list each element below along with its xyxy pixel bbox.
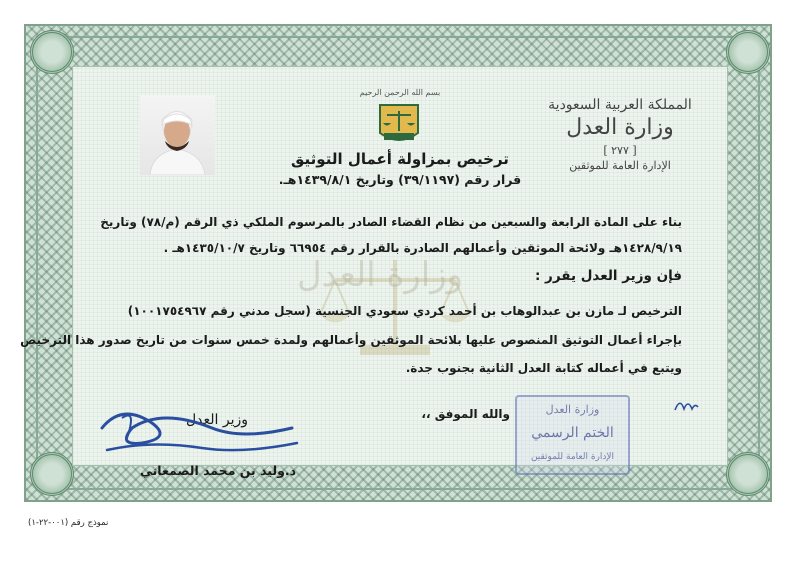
watermark-text: وزارة العدل [296,255,464,295]
corner-ornament [726,452,770,496]
signatory-title: وزير العدل [185,412,249,428]
holder-photo [140,95,215,175]
basis-line-1: بناء على المادة الرابعة والسبعين من نظام القضاء الصادر بالمرسوم الملكي ذي الرقم (م/٧٨) وتاريخ [100,215,682,229]
ministry-header [530,97,710,172]
stamp-top-text: وزارة العدل [545,403,600,416]
country-name: المملكة العربية السعودية [548,97,692,113]
grant-line-2: بإجراء أعمال التوثيق المنصوص عليها بلائحة الموثقين وأعمالهم ولمدة خمس سنوات من تاريخ صدور هذا الترخيص [20,333,682,347]
license-title: ترخيص بمزاولة أعمال التوثيق [291,150,509,168]
corner-ornament [30,30,74,74]
serial-handwriting [672,395,700,415]
ministry-name: وزارة العدل [566,115,674,140]
ministry-emblem-icon [376,103,422,147]
stamp-middle-text: الختم الرسمي [531,425,614,441]
stamp-bottom-text: الإدارة العامة للموثقين [530,452,615,462]
closing-text: والله الموفق ،، [421,407,510,421]
department-name: الإدارة العامة للموثقين [569,159,671,172]
corner-ornament [30,452,74,496]
basis-line-2: ١٤٢٨/٩/١٩هـ ولائحة الموثقين وأعمالهم الصادرة بالقرار رقم ٦٦٩٥٤ وتاريخ ١٤٣٥/١٠/٧هـ . [163,241,682,255]
ministry-number: [ ٢٧٧ ] [603,144,637,157]
handwritten-signature [92,398,312,468]
basmala: بسم الله الرحمن الرحيم [359,88,441,97]
form-number: نموذج رقم (٠٠١-٢٢-١) [28,518,109,528]
signatory-name: د.وليد بن محمد الصمعاني [139,463,297,478]
resolution-heading: فإن وزير العدل يقرر : [534,268,682,284]
official-stamp [515,395,630,475]
decision-number: قرار رقم (٣٩/١١٩٧) وتاريخ ١٤٣٩/٨/١هـ. [278,172,522,187]
grant-line-3: ويتبع في أعماله كتابة العدل الثانية بجنوب جدة. [405,361,682,375]
corner-ornament [726,30,770,74]
grant-line-1: الترخيص لـ مازن بن عبدالوهاب بن أحمد كردي سعودي الجنسية (سجل مدني رقم ١٠٠١٧٥٤٩٦٧) [127,304,682,318]
